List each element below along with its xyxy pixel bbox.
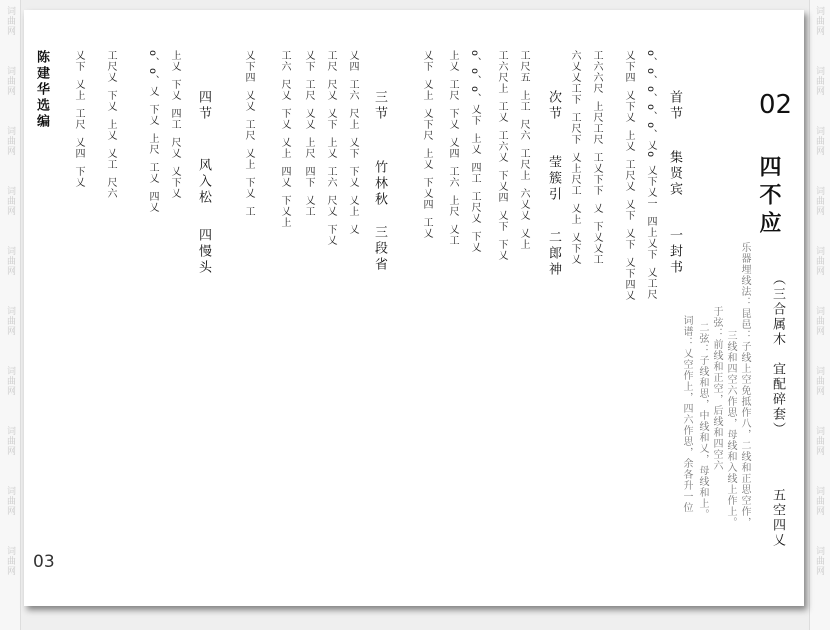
score-column-17: 工尺乂 下乂 上乂 乂工 尺六 xyxy=(105,50,116,200)
watermark-right-9: 词曲网 xyxy=(814,486,824,516)
watermark-left-7: 词曲网 xyxy=(5,366,15,396)
watermark-left-1: 词曲网 xyxy=(5,6,15,36)
watermark-left-2: 词曲网 xyxy=(5,66,15,96)
page-number-left: 03 xyxy=(33,552,55,572)
score-column-6: 工六尺上 工乂 工六乂 下乂四 乂下 下乂 xyxy=(496,50,507,262)
page-number-right: 02 xyxy=(759,90,793,120)
watermark-left-5: 词曲网 xyxy=(5,246,15,276)
watermark-right-8: 词曲网 xyxy=(814,426,824,456)
tune-name-jixianbin: 集贤宾 xyxy=(667,150,682,198)
tune-name-erlangshen: 二郎神 xyxy=(546,230,561,278)
watermark-right-4: 词曲网 xyxy=(814,186,824,216)
tune-name-simantou: 四慢头 xyxy=(196,228,211,276)
section-label-fourth: 四节 xyxy=(196,90,211,122)
tune-name-sanduansheng: 三段省 xyxy=(372,225,387,273)
score-column-14: 乂下四 乂乂 工尺 乂上 下乂 工 xyxy=(243,50,254,218)
watermark-left-8: 词曲网 xyxy=(5,426,15,456)
score-column-16: o、o、乂 下乂 上尺 工乂 四乂 xyxy=(147,50,158,214)
watermark-left-3: 词曲网 xyxy=(5,126,15,156)
score-column-4: 六乂乂工下 工尺下 乂上尺工 乂上 乂下乂 xyxy=(569,50,580,266)
editor-credit: 陈建华选编 xyxy=(34,50,49,130)
watermark-right-3: 词曲网 xyxy=(814,126,824,156)
piece-title: 四不应 xyxy=(756,155,782,239)
score-column-2: 乂下四 乂下乂 上乂 工尺乂 乂下 乂下 乂下四乂 xyxy=(623,50,634,302)
watermark-right-6: 词曲网 xyxy=(814,306,824,336)
tuning-note-2: 三线和四空六作思，母线和入线上作上。 xyxy=(725,330,736,528)
watermark-right-2: 词曲网 xyxy=(814,66,824,96)
score-column-8: 上乂 工尺 下乂 乂四 工六 上尺 乂工 xyxy=(447,50,458,247)
tuning-note-3: 于弦：前线和正空，后线和四空六 xyxy=(711,306,722,471)
score-column-9: 乂下 乂上 乂下尺 上乂 下乂四 工乂 xyxy=(421,50,432,240)
watermark-left-10: 词曲网 xyxy=(5,546,15,576)
watermark-left-6: 词曲网 xyxy=(5,306,15,336)
mode-label: 五空四乂 xyxy=(770,488,785,548)
tune-name-zhulinqiu: 竹林秋 xyxy=(372,160,387,208)
watermark-right-10: 词曲网 xyxy=(814,546,824,576)
score-column-12: 乂下 工尺 乂乂 上尺 四下 乂工 xyxy=(303,50,314,218)
score-column-18: 乂下 乂上 工尺 乂四 下乂 xyxy=(73,50,84,189)
score-column-7: o、o、o、乂下 上乂 四工 工尺乂 下乂 xyxy=(469,50,480,254)
tuning-note-5: 词谱：乂空作上，四六作思，余各升一位 xyxy=(681,315,692,513)
watermark-right-5: 词曲网 xyxy=(814,246,824,276)
piece-subtitle: （三合属木 宜配碎套） xyxy=(770,272,785,437)
score-column-15: 上乂 下乂 四工 尺乂 乂下乂 xyxy=(169,50,180,200)
section-label-first: 首节 xyxy=(667,90,682,122)
tune-name-yifengshu: 一封书 xyxy=(667,228,682,276)
tuning-note-4: 二弦：子线和思，中线和乂，母线和上。 xyxy=(697,322,708,520)
tune-name-fengrusong: 风入松 xyxy=(196,158,211,206)
watermark-right-1: 词曲网 xyxy=(814,6,824,36)
section-label-third: 三节 xyxy=(372,90,387,122)
tune-name-yingcuyin: 莹簇引 xyxy=(546,155,561,203)
tuning-note-1: 乐器埋线法：昆邑：子线上空免抵作八，二线和正思空作， xyxy=(739,242,750,528)
watermark-left-4: 词曲网 xyxy=(5,186,15,216)
score-column-5: 工尺五 上工 尺六 工尺上 六乂乂 乂上 xyxy=(518,50,529,251)
score-column-11: 工尺 尺乂 乂下 上乂 工六 尺乂 下乂 xyxy=(325,50,336,247)
score-column-3: 工六六尺 上尺工尺 工乂下下 乂 下乂乂工 xyxy=(591,50,602,266)
section-label-second: 次节 xyxy=(546,90,561,122)
score-column-1: o、o、o、o、o、乂o 乂下乂一 四上乂下 乂工尺 xyxy=(645,50,656,301)
watermark-right-7: 词曲网 xyxy=(814,366,824,396)
score-column-13: 工六 尺乂 下乂 乂上 四乂 下乂上 xyxy=(279,50,290,229)
watermark-left-9: 词曲网 xyxy=(5,486,15,516)
score-column-10: 乂四 工六 尺上 乂下 下乂 乂上 乂 xyxy=(347,50,358,236)
score-page xyxy=(24,10,804,606)
